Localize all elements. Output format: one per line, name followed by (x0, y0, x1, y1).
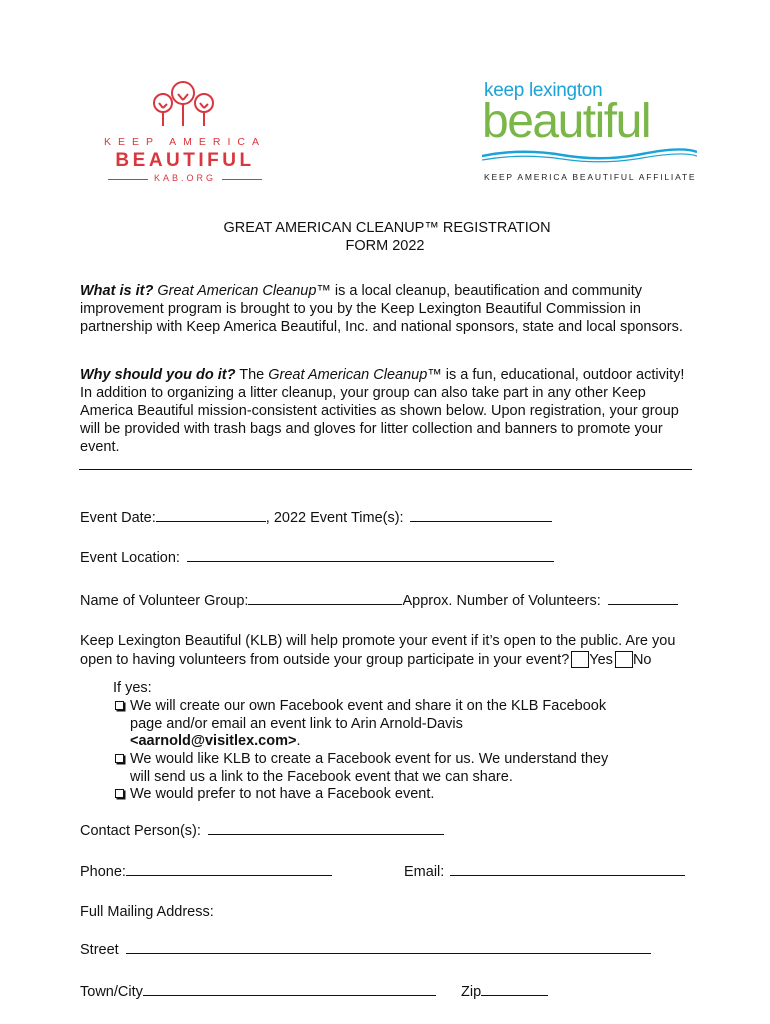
what-paragraph (80, 282, 700, 336)
if-yes-label: If yes: (113, 680, 152, 696)
event-location-row (80, 547, 554, 567)
kab-line3-row (105, 174, 265, 186)
kab-line1: KEEP AMERICA (103, 136, 266, 148)
event-date-field[interactable] (156, 507, 266, 522)
volunteer-group-field[interactable] (248, 590, 402, 605)
yes-label: Yes (589, 652, 613, 668)
option-1-line1: We will create our own Facebook event and share it on the KLB Facebook (130, 698, 607, 714)
klb-main: beautiful (482, 95, 650, 148)
why-pre: The (235, 367, 269, 383)
promo-line1: Keep Lexington Beautiful (KLB) will help promote your event if it’s open to the public. Are you (80, 633, 676, 649)
kab-line2: BEAUTIFUL (115, 150, 255, 171)
event-time-field[interactable] (410, 507, 552, 522)
kab-logo (100, 78, 270, 186)
what-em: Great American Cleanup™ (157, 283, 331, 299)
option-3[interactable] (115, 786, 675, 804)
volunteer-row (80, 590, 678, 610)
approx-volunteers-field[interactable] (608, 590, 678, 605)
yes-checkbox[interactable] (571, 651, 589, 668)
event-location-field[interactable] (187, 547, 554, 562)
what-question: What is it? (80, 283, 154, 299)
no-label: No (632, 652, 652, 668)
kab-trees-icon (100, 78, 270, 133)
option-1[interactable] (115, 698, 675, 751)
klb-logo (480, 80, 700, 186)
approx-volunteers-label: Approx. Number of Volunteers: (402, 593, 601, 609)
kab-line3: KAB.ORG (153, 173, 216, 183)
option-2-line1: We would like KLB to create a Facebook event for us. We understand they (130, 751, 609, 767)
town-label: Town/City (80, 984, 143, 1000)
what-text: is a local cleanup, beautification and community improvement program is brought to you by the Keep Lexington Beautiful Commission in partnership with Keep America Beautiful, Inc. and national sponsors, state and local sponsors. (80, 283, 683, 335)
street-field[interactable] (126, 939, 651, 954)
option-1-line3 (115, 733, 675, 751)
event-date-row (80, 507, 552, 527)
promo-line2: open to having volunteers from outside your group participate in your event? (80, 652, 570, 668)
email-row (404, 861, 685, 881)
form-title (0, 219, 770, 255)
event-date-label: Event Date: (80, 510, 156, 526)
option-2[interactable] (115, 751, 675, 786)
option-1-email: <aarnold@visitlex.com> (130, 733, 297, 749)
option-2-checkbox[interactable] (115, 754, 124, 763)
email-label: Email: (404, 864, 445, 880)
contact-label: Contact Person(s): (80, 823, 201, 839)
option-1-line2: page and/or email an event link to Arin Arnold-Davis (130, 715, 463, 732)
title-line1: GREAT AMERICAN CLEANUP™ REGISTRATION (223, 220, 551, 236)
event-time-label: , 2022 Event Time(s): (265, 510, 404, 526)
street-label: Street (80, 942, 119, 958)
section-divider (79, 469, 692, 470)
no-checkbox[interactable] (615, 651, 633, 668)
volunteer-group-label: Name of Volunteer Group: (80, 593, 249, 609)
mailing-label: Full Mailing Address: (80, 904, 214, 920)
option-1-end: . (296, 733, 301, 749)
town-row (80, 981, 436, 1001)
option-2-line2: will send us a link to the Facebook event that we can share. (130, 768, 513, 785)
phone-label: Phone: (80, 864, 126, 880)
email-field[interactable] (450, 861, 685, 876)
why-paragraph (80, 366, 700, 456)
contact-row (80, 820, 444, 840)
zip-label: Zip (461, 984, 482, 1000)
town-field[interactable] (143, 981, 436, 996)
why-em: Great American Cleanup™ (268, 367, 442, 383)
phone-row (80, 861, 332, 881)
zip-row (461, 981, 548, 1001)
phone-field[interactable] (126, 861, 332, 876)
klb-wave-icon (482, 146, 697, 168)
why-question: Why should you do it? (80, 367, 236, 383)
klb-sub: KEEP AMERICA BEAUTIFUL AFFILIATE (484, 172, 697, 182)
klb-top: keep lexington (484, 80, 603, 101)
zip-field[interactable] (481, 981, 548, 996)
why-text: is a fun, educational, outdoor activity! In addition to organizing a litter cleanup, your group can also take part in any other Keep America Beautiful mission-consistent activities as shown below. Upon registration, your group will be provided with trash bags and gloves for litter collection and banners to promote your event. (80, 367, 685, 455)
kab-rule-right (222, 179, 262, 180)
option-1-checkbox[interactable] (115, 701, 124, 710)
street-row (80, 939, 651, 959)
option-3-line1: We would prefer to not have a Facebook event. (130, 786, 435, 802)
event-location-label: Event Location: (80, 550, 180, 566)
option-3-checkbox[interactable] (115, 789, 124, 798)
contact-field[interactable] (208, 820, 444, 835)
promo-line2-row (80, 651, 651, 669)
title-line2: FORM 2022 (345, 238, 425, 254)
